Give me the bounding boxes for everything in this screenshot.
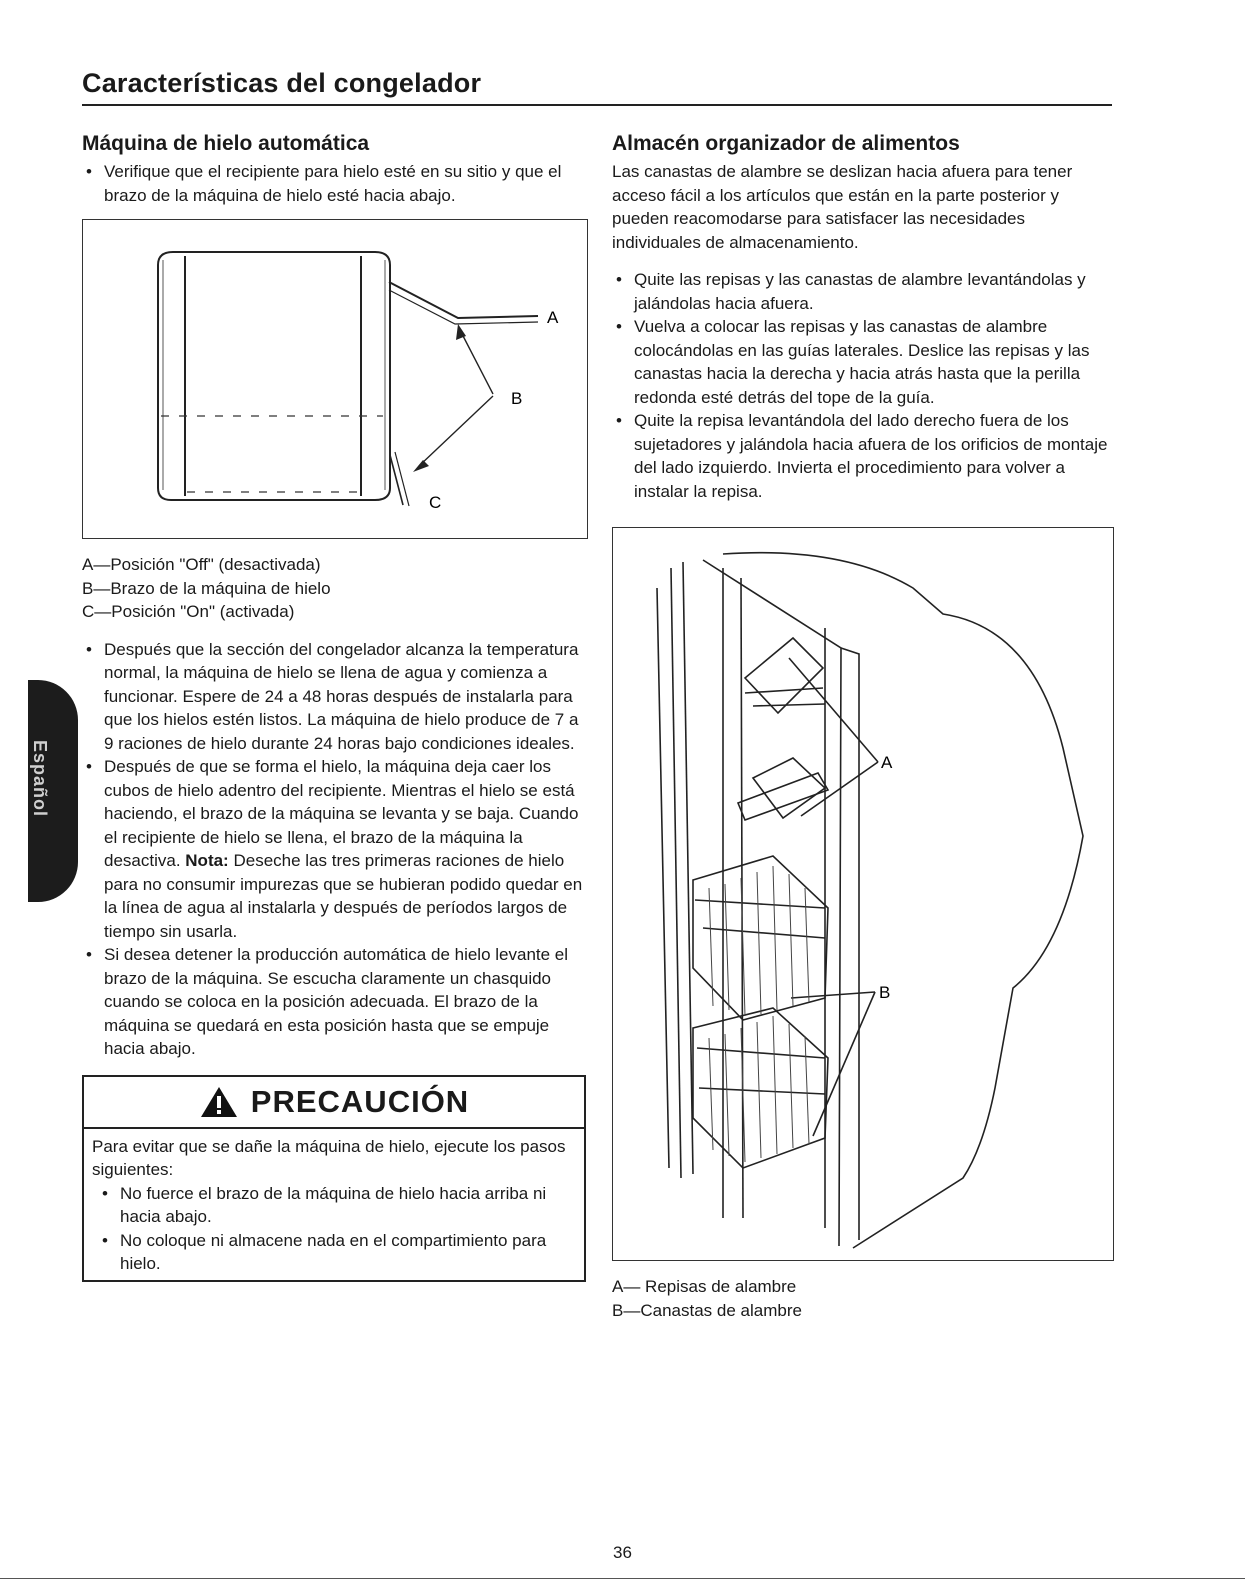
storage-intro: Las canastas de alambre se deslizan hacia afuera para tener acceso fácil a los artículos que están en la parte posterior y pueden reacomodarse para satisfacer las necesidades individuales de almacenamiento. (612, 162, 1073, 252)
list-item: • Verifique que el recipiente para hielo esté en su sitio y que el brazo de la máquina de hielo esté hacia abajo. (82, 160, 592, 207)
icemaker-intro-list (82, 160, 592, 207)
note-label: Nota: (185, 851, 229, 870)
figure-label-a: A (547, 308, 559, 327)
note-text: Deseche las tres primeras raciones de hielo para no consumir impurezas que se hubieran podido quedar en la línea de agua al instalarla y después de períodos largos de tiempo sin usarla. (104, 851, 583, 941)
list-item: • Quite la repisa levantándola del lado derecho fuera de los sujetadores y jalándola hacia afuera de los orificios de montaje del lado izquierdo. Invierta el procedimiento para volver a instalar la repisa. (612, 409, 1117, 503)
figure-label-b: B (879, 983, 891, 1002)
caution-list (98, 1182, 584, 1276)
caption-a: A— Repisas de alambre (612, 1277, 797, 1296)
list-item (82, 755, 592, 943)
icemaker-figure (82, 219, 588, 539)
storage-figure (612, 527, 1114, 1261)
bullet-text: Después de que se forma el hielo, la máquina deja caer los cubos de hielo adentro del recipiente. Mientras el hielo se está haciendo, el brazo de la máquina se levanta y se baja. Cuando el recipiente de hielo se llena, el brazo de la máquina la desactiva. (104, 757, 579, 870)
right-column (612, 132, 1117, 1322)
list-item: • No fuerce el brazo de la máquina de hielo hacia arriba ni hacia abajo. (98, 1182, 584, 1229)
freezer-basket-illustration (613, 528, 1113, 1260)
page-title: Características del congelador (82, 68, 482, 98)
caption-b: B—Brazo de la máquina de hielo (82, 578, 331, 598)
storage-captions (612, 1275, 1117, 1322)
caution-intro: Para evitar que se dañe la máquina de hielo, ejecute los pasos siguientes: (92, 1136, 566, 1179)
list-item: • Vuelva a colocar las repisas y las canastas de alambre colocándolas en las guías laterales. Deslice las repisas y las canastas hacia la derecha y hacia atrás hasta que la perilla redonda esté detrás del tope de la guía. (612, 315, 1117, 409)
figure-label-a: A (881, 753, 893, 772)
storage-bullets (612, 268, 1117, 503)
caution-title: PRECAUCIÓN (250, 1083, 470, 1119)
list-item: • Quite las repisas y las canastas de alambre levantándolas y jalándolas hacia afuera. (612, 268, 1117, 315)
figure-label-b: B (511, 389, 523, 408)
storage-heading: Almacén organizador de alimentos (612, 132, 960, 155)
icemaker-captions (82, 553, 592, 624)
list-item: • No coloque ni almacene nada en el compartimiento para hielo. (98, 1229, 584, 1276)
warning-icon (199, 1085, 239, 1119)
icemaker-heading: Máquina de hielo automática (82, 132, 370, 155)
left-column (82, 132, 592, 1282)
page-number: 36 (613, 1543, 632, 1562)
list-item: • Después que la sección del congelador alcanza la temperatura normal, la máquina de hielo se llena de agua y comienza a funcionar. Espere de 24 a 48 horas después de instalarla para que los hielos estén listos. La máquina de hielo produce de 7 a 9 raciones de hielo durante 24 horas bajo condiciones ideales. (82, 638, 592, 756)
title-rule (82, 104, 1112, 106)
list-item: • Si desea detener la producción automática de hielo levante el brazo de la máquina. Se escucha claramente un chasquido cuando se coloca en la posición adecuada. El brazo de la máquina se quedará en esta posición hasta que se empuje hacia abajo. (82, 943, 592, 1061)
caution-box (82, 1075, 586, 1282)
language-tab-label: Español (30, 740, 50, 818)
caption-c: C—Posición "On" (activada) (82, 602, 295, 621)
caution-header (84, 1077, 584, 1129)
icemaker-illustration (83, 220, 587, 538)
icemaker-bullets (82, 638, 592, 1061)
caption-b: B—Canastas de alambre (612, 1300, 802, 1320)
caution-body (84, 1129, 584, 1280)
figure-label-c: C (429, 493, 442, 512)
caption-a: A—Posición "Off" (desactivada) (82, 555, 321, 574)
bottom-rule (0, 1578, 1245, 1579)
